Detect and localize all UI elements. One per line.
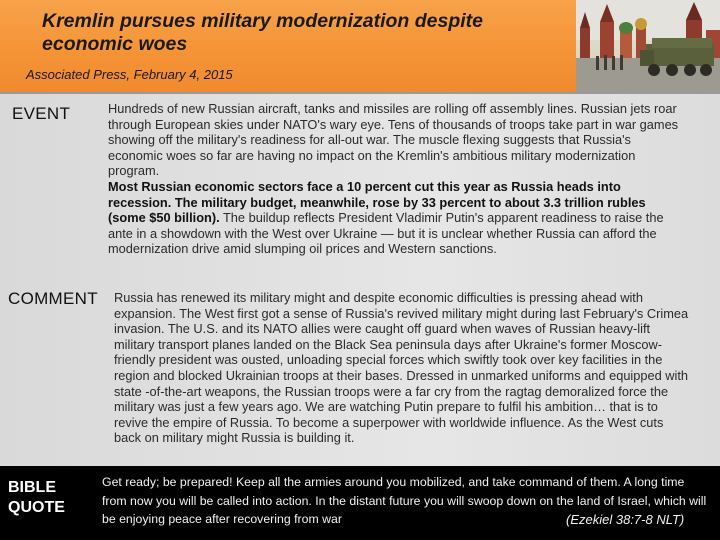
event-text-intro: Hundreds of new Russian aircraft, tanks and missiles are rolling off assembly lines. Russian jets roar through European skies under NATO's wary eye. Tens of thousands of troops take part in war games showing off the military's readiness for all-out war. The muscle flexing suggests that Russia's economic woes so far are having no impact on the Kremlin's ambitious military modernization program. [108, 101, 679, 179]
event-text-outro: The buildup reflects President Vladimir Putin's apparent readiness to raise the ante in a showdown with the West over Ukraine — but it is unclear whether Russia can afford the modernization drive amid slumping oil prices and Western sanctions. [108, 210, 664, 257]
event-text-bold: Most Russian economic sectors face a 10 percent cut this year as Russia heads into recession. The military budget, meanwhile, rose by 33 percent to about 3.3 trillion rubles (some $50 billion). [108, 178, 646, 226]
kremlin-missile-launcher-photo [576, 0, 720, 92]
bible-quote-reference: (Ezekiel 38:7-8 NLT) [566, 512, 685, 527]
kremlin-photo [576, 0, 720, 92]
bible-quote-text: Get ready; be prepared! Keep all the armies around you mobilized, and take command of them. A long time from now you will be called into action. In the distant future you will swoop down on the land of Israel, which will be enjoying peace after recovering from war [102, 475, 707, 526]
bible-label-line2: QUOTE [8, 499, 65, 516]
event-label: EVENT [12, 104, 71, 123]
comment-text: Russia has renewed its military might and despite economic difficulties is pressing ahead with expansion. The West first got a sense of Russia's revived military might during last February's Crimea invasion. The U.S. and its NATO allies were caught off guard when waves of Russian heavy-lift military transport planes landed on the Black Sea peninsula days after Ukraine's former Moscow-friendly president was ousted, unloading special forces which swiftly took over key facilities in the region and blocked Ukrainian troops at their bases. Dressed in unmarked uniforms and equipped with state -of-the-art weapons, the Russian troops were a far cry from the ragtag demoralized force the military was just a few years ago. We are watching Putin prepare to fulfil his ambition… that is to revive the empire of Russia. To become a superpower with worldwide influence. As the West cuts back on military might Russia is building it. [114, 290, 689, 446]
bible-label-line1: BIBLE [8, 479, 56, 496]
bible-quote-label [8, 478, 65, 518]
header-divider [0, 92, 720, 94]
page-title: Kremlin pursues military modernization despite economic woes [42, 10, 484, 55]
source-citation: Associated Press, February 4, 2015 [26, 67, 233, 82]
comment-label: COMMENT [8, 289, 98, 308]
event-text [108, 101, 686, 257]
title-banner [0, 0, 576, 92]
